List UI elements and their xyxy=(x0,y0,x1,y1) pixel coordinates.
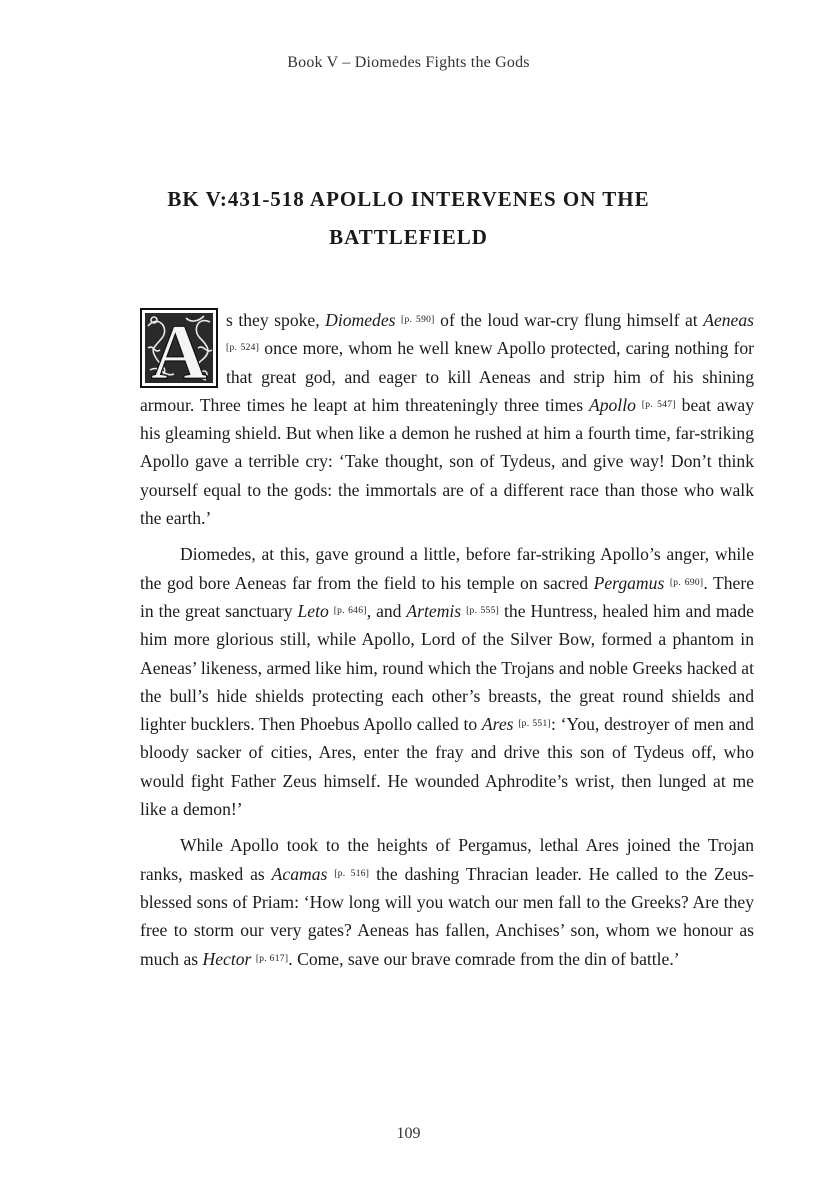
name-aeneas: Aeneas xyxy=(703,310,755,330)
name-artemis: Artemis xyxy=(406,600,462,621)
text-run: the dashing Thracian leader. He called to the Zeus-blessed sons of Priam: ‘How long will you watch our men fall to the Greeks? Are they free to storm our very gates? Aeneas has fallen, Anchises’ son, whom we honour as much as xyxy=(140,863,755,969)
page-ref: [p. 617] xyxy=(255,953,289,964)
text-run: : ‘You, destroyer of men and bloody sacker of cities, Ares, enter the fray and drive this son of Tydeus off, who would fight Father Zeus himself. He wounded Aphrodite’s wrist, then lunged at me like a demon!’ xyxy=(140,714,754,820)
text-run: once more, whom he well knew Apollo protected, caring nothing for that great god, and eager to kill Aeneas and strip him of his shining armour. Three times he leapt at him threateningly three times xyxy=(140,338,754,415)
page-ref: [p. 646] xyxy=(333,605,367,616)
page-ref: [p. 516] xyxy=(334,868,370,879)
text-run: , and xyxy=(366,600,407,621)
text-run: . There in the great sanctuary xyxy=(140,572,755,621)
text-run: the Huntress, healed him and made him more glorious still, while Apollo, Lord of the Silver Bow, formed a phantom in Aeneas’ likeness, armed like him, round which the Trojans and noble Greeks hacked at the bull’s hide shields protecting each other’s breasts, the great round shields and lighter bucklers. Then Phoebus Apollo called to xyxy=(140,600,754,735)
dropcap-a-ornament xyxy=(140,308,218,388)
name-pergamus: Pergamus xyxy=(593,572,665,593)
name-leto: Leto xyxy=(297,600,329,621)
text-run: Diomedes, at this, gave ground a little, before far-striking Apollo’s anger, while the god bore Aeneas far from the field to his temple on sacred xyxy=(140,544,754,593)
text-run: While Apollo took to the heights of Pergamus, lethal Ares joined the Trojan ranks, masked as xyxy=(140,835,754,884)
page-ref: [p. 690] xyxy=(669,577,704,588)
page-ref: [p. 555] xyxy=(466,605,500,616)
name-apollo: Apollo xyxy=(588,394,636,415)
text-run: . Come, save our brave comrade from the din of battle.’ xyxy=(288,948,680,969)
page-ref: [p. 524] xyxy=(226,343,260,354)
name-diomedes: Diomedes xyxy=(325,310,396,330)
name-hector: Hector xyxy=(202,948,252,969)
text-run: of the loud war-cry flung himself at xyxy=(434,310,704,330)
page-ref: [p. 551] xyxy=(518,719,551,730)
paragraph-3 xyxy=(140,831,754,972)
paragraph-2 xyxy=(140,540,754,823)
running-head: Book V – Diomedes Fights the Gods xyxy=(287,54,530,71)
name-acamas: Acamas xyxy=(271,863,328,884)
page-number: 109 xyxy=(396,1125,421,1142)
page-ref: [p. 590] xyxy=(401,315,435,325)
text-run: beat away his gleaming shield. But when like a demon he rushed at him a fourth time, far-striking Apollo gave a terrible cry: ‘Take thought, son of Tydeus, and give way! Don’t think yourself equal to the gods: the immortals are of a different race than those who walk the earth.’ xyxy=(140,394,754,529)
dropcap-letter: A xyxy=(150,308,208,388)
body-text xyxy=(140,306,754,981)
text-run: s they spoke, xyxy=(226,310,326,330)
paragraph-1 xyxy=(140,306,754,532)
name-ares: Ares xyxy=(481,714,514,735)
page-ref: [p. 547] xyxy=(641,399,676,410)
chapter-title: BK V:431-518 APOLLO INTERVENES ON THE BATTLEFIELD xyxy=(167,187,650,249)
